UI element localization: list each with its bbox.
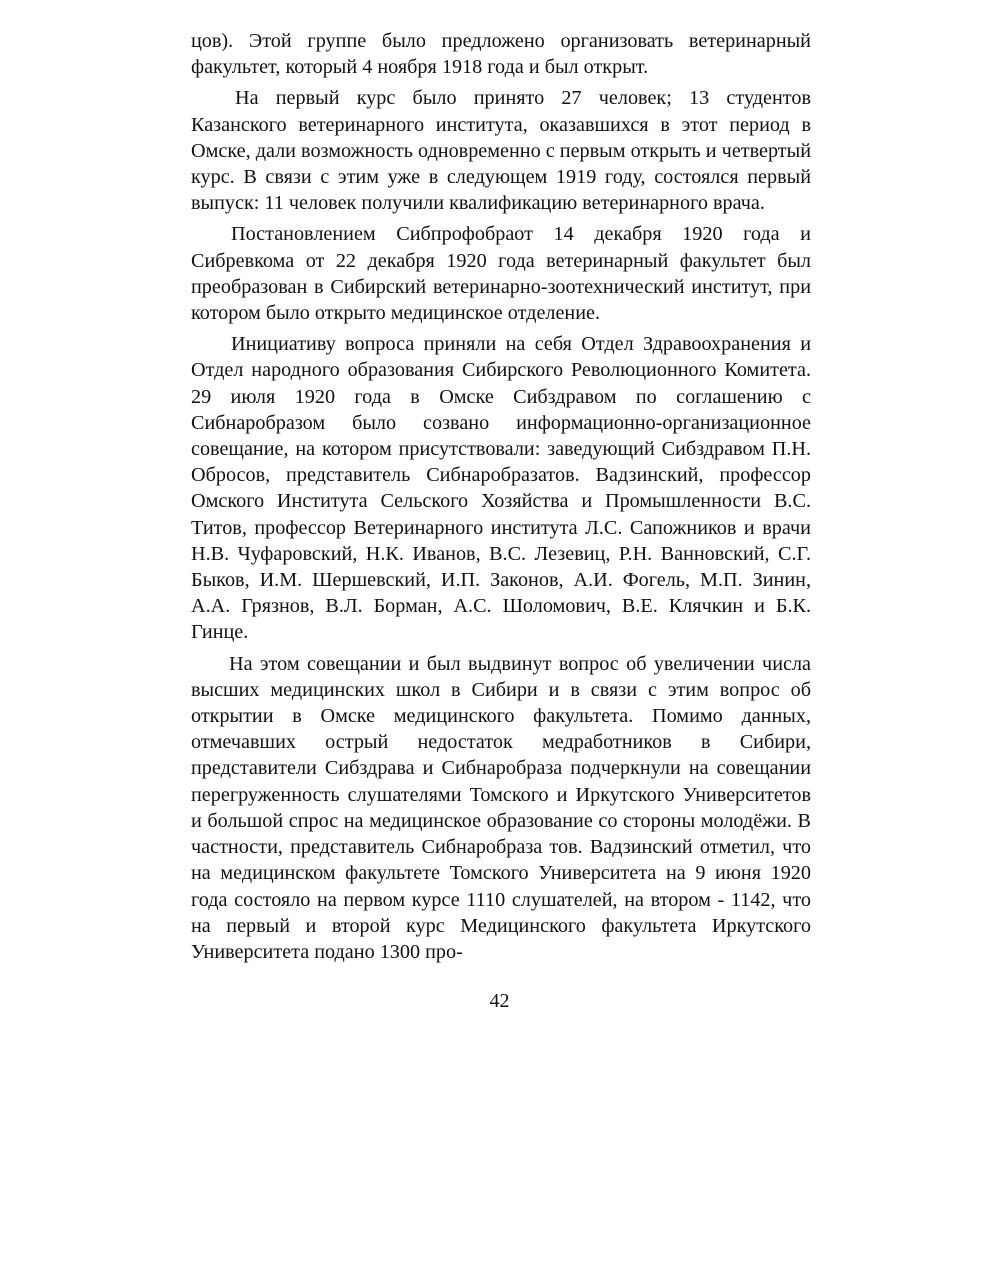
paragraph-3: Постановлением Сибпрофобраот 14 декабря 1920 года и Сибревкома от 22 декабря 1920 года ветеринарный факультет был преобразован в Сибирский ветеринарно-зоотехнический институт, при котором было открыто медицинское отделение. — [191, 223, 811, 325]
paragraph-2: На первый курс было принято 27 человек; 13 студентов Казанского ветеринарного института, оказавшихся в этот период в Омске, дали возможность одновременно с первым открыть и четвертый курс. В связи с этим уже в следующем 1919 году, состоялся первый выпуск: 11 человек получили квалификацию ветеринарного врача. — [191, 87, 811, 215]
body-text — [191, 28, 811, 970]
paragraph-4: Инициативу вопроса приняли на себя Отдел Здравоохранения и Отдел народного образования Сибирского Революционного Комитета. 29 июля 1920 года в Омске Сибздравом по соглашению с Сибнаробразом было созвано информационно-организационное совещание, на котором присутствовали: заведующий Сибздравом П.Н. Обросов, представитель Сибнаробразатов. Вадзинский, профессор Омского Института Сельского Хозяйства и Промышленности В.С. Титов, профессор Ветеринарного института Л.С. Сапожников и врачи Н.В. Чуфаровский, Н.К. Иванов, В.С. Лезевиц, Р.Н. Ванновский, С.Г. Быков, И.М. Шершевский, И.П. Законов, А.И. Фогель, М.П. Зинин, А.А. Грязнов, В.Л. Борман, А.С. Шоломович, В.Е. Клячкин и Б.К. Гинце. — [191, 333, 811, 644]
page-number: 42 — [489, 990, 510, 1012]
paragraph-5: На этом совещании и был выдвинут вопрос об увеличении числа высших медицинских школ в Сибири и в связи с этим вопрос об открытии в Омске медицинского факультета. Помимо данных, отмечавших острый недостаток медработников в Сибири, представители Сибздрава и Сибнаробраза подчеркнули на совещании перегруженность слушателями Томского и Иркутского Университетов и большой спрос на медицинское образование со стороны молодёжи. В частности, представитель Сибнаробраза тов. Вадзинский отметил, что на медицинском факультете Томского Университета на 9 июня 1920 года состояло на первом курсе 1110 слушателей, на втором - 1142, что на первый и второй курс Медицинского факультета Иркутского Университета подано 1300 про- — [191, 652, 811, 963]
paragraph-1: цов). Этой группе было предложено организовать ветеринарный факультет, который 4 ноября 1918 года и был открыт. — [191, 30, 811, 79]
